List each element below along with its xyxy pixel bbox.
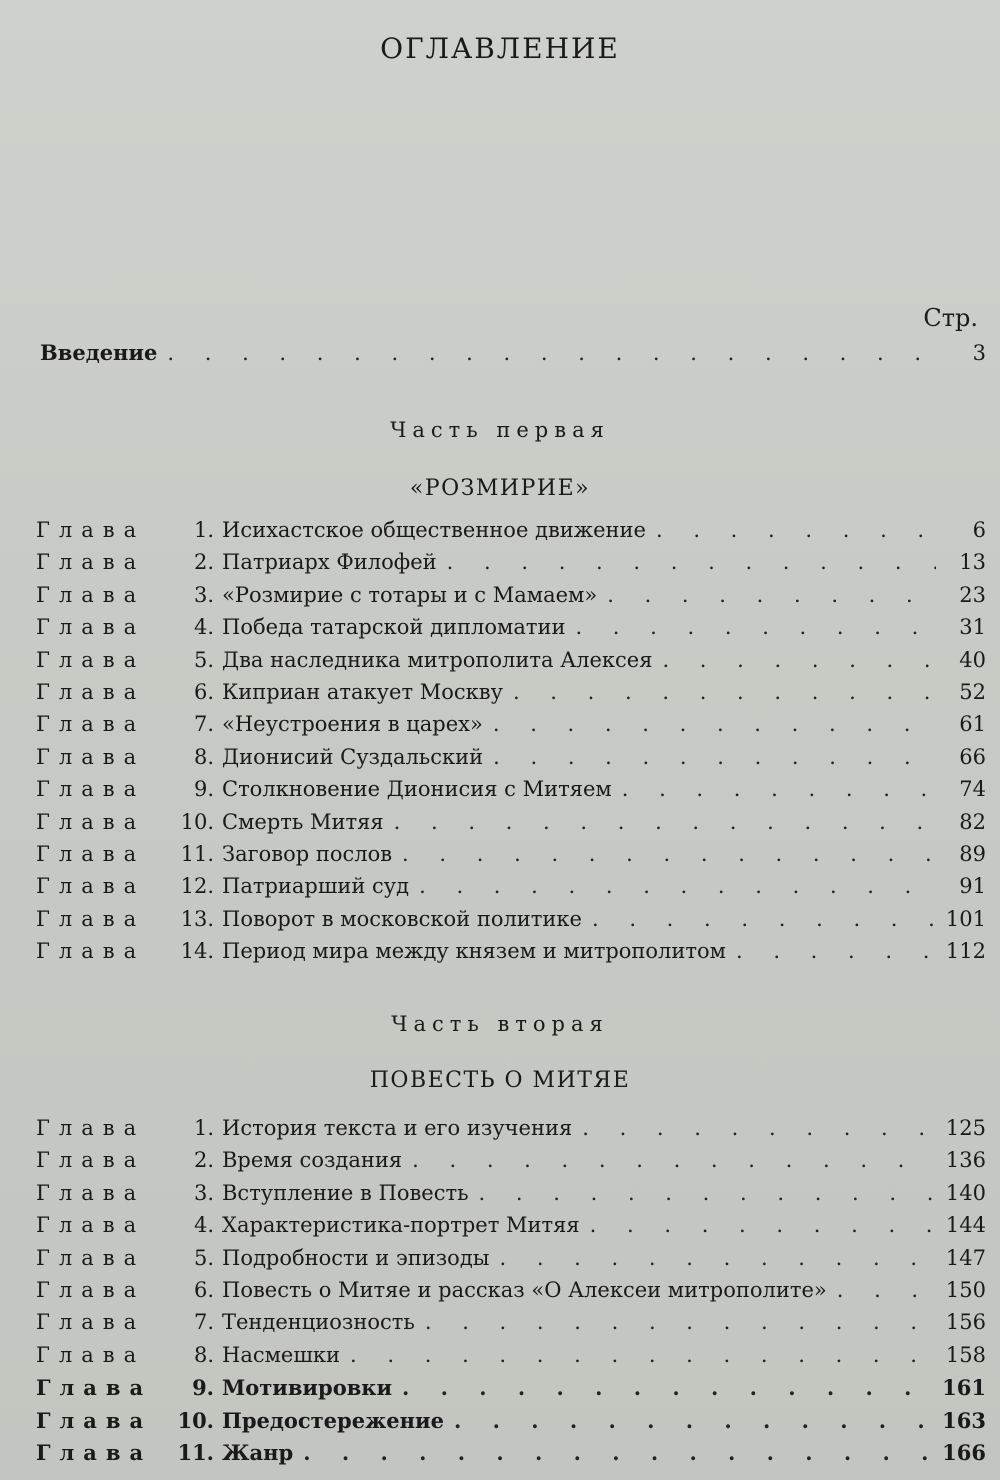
leader-dots <box>167 341 936 365</box>
chapter-page: 112 <box>945 939 986 964</box>
leader-dots <box>499 1246 935 1270</box>
chapter-number: 14. <box>180 939 214 964</box>
chapter-word: Глава <box>36 518 146 542</box>
toc-entry[interactable] <box>36 1278 986 1310</box>
leader-dots <box>607 583 936 607</box>
leader-dots <box>419 874 936 898</box>
chapter-title: Патриарх Филофей <box>222 550 437 575</box>
chapter-word: Глава <box>36 647 146 672</box>
chapter-number: 5. <box>193 647 214 672</box>
toc-entry[interactable] <box>36 712 986 744</box>
chapter-page: 140 <box>945 1180 986 1205</box>
chapter-title: Исихастское общественное движение <box>222 518 646 542</box>
chapter-title: Жанр <box>222 1440 294 1465</box>
chapter-word: Глава <box>36 1180 146 1205</box>
chapter-word: Глава <box>36 615 146 640</box>
page-title: ОГЛАВЛЕНИЕ <box>380 32 620 65</box>
chapter-title: Смерть Митяя <box>222 809 384 834</box>
chapter-title: Победа татарской дипломатии <box>222 615 566 640</box>
chapter-page: 158 <box>945 1342 986 1367</box>
chapter-page: 144 <box>945 1213 986 1238</box>
chapter-word: Глава <box>36 1213 146 1238</box>
toc-entry[interactable] <box>36 518 986 550</box>
chapter-word: Глава <box>36 550 146 575</box>
chapter-word: Глава <box>36 777 146 802</box>
chapter-title: Вступление в Повесть <box>222 1180 469 1205</box>
leader-dots <box>592 907 936 931</box>
chapter-title: Время создания <box>222 1148 403 1173</box>
chapter-number: 6. <box>193 680 214 704</box>
page-column-label: Стр. <box>923 304 978 332</box>
intro-label: Введение <box>40 340 158 365</box>
chapter-title: Насмешки <box>222 1342 341 1367</box>
chapter-number: 7. <box>193 1310 214 1335</box>
chapter-word: Глава <box>36 1148 146 1173</box>
part2-label: Часть вторая <box>391 1012 609 1036</box>
chapter-page: 136 <box>945 1148 986 1173</box>
chapter-title: Киприан атакует Москву <box>222 680 503 704</box>
chapter-page: 82 <box>959 809 986 834</box>
toc-entry[interactable] <box>36 583 986 615</box>
chapter-word: Глава <box>36 582 146 607</box>
chapter-word: Глава <box>36 939 146 964</box>
leader-dots <box>479 1181 936 1205</box>
chapter-title: «Розмирие с тотары и с Мамаем» <box>222 582 598 607</box>
leader-dots <box>402 1375 932 1400</box>
intro-page: 3 <box>972 341 986 365</box>
chapter-title: Столкновение Дионисия с Митяем <box>222 777 612 802</box>
leader-dots <box>412 1148 936 1172</box>
toc-entry[interactable] <box>36 1116 986 1148</box>
toc-entry[interactable] <box>36 842 986 874</box>
leader-dots <box>425 1310 936 1334</box>
chapter-page: 166 <box>942 1440 986 1465</box>
chapter-number: 10. <box>177 1407 214 1433</box>
chapter-number: 9. <box>192 1375 214 1401</box>
chapter-page: 13 <box>959 550 986 575</box>
chapter-word: Глава <box>36 744 146 769</box>
chapter-page: 66 <box>959 744 986 769</box>
toc-entry[interactable] <box>36 1440 986 1472</box>
chapter-word: Глава <box>36 1407 153 1433</box>
toc-entry[interactable] <box>36 1375 986 1407</box>
leader-dots <box>837 1278 936 1302</box>
part1-title: «РОЗМИРИЕ» <box>409 476 591 501</box>
chapter-page: 31 <box>959 615 986 640</box>
toc-entry[interactable] <box>36 907 986 939</box>
chapter-number: 3. <box>193 1180 214 1205</box>
chapter-word: Глава <box>36 809 146 834</box>
chapter-number: 12. <box>180 874 214 899</box>
chapter-title: Повесть о Митяе и рассказ «О Алексеи митрополите» <box>222 1278 827 1302</box>
toc-entry[interactable] <box>36 745 986 777</box>
leader-dots <box>493 745 936 769</box>
chapter-title: Тенденциозность <box>222 1310 415 1335</box>
chapter-number: 11. <box>177 1440 214 1465</box>
chapter-word: Глава <box>36 1116 146 1140</box>
toc-entry[interactable] <box>36 680 986 712</box>
chapter-title: Поворот в московской политике <box>222 906 582 931</box>
chapter-page: 23 <box>959 582 986 607</box>
chapter-page: 163 <box>942 1407 986 1433</box>
chapter-title: История текста и его изучения <box>222 1116 573 1140</box>
chapter-title: Мотивировки <box>222 1375 393 1401</box>
chapter-number: 7. <box>193 712 214 737</box>
chapter-page: 91 <box>959 874 986 899</box>
chapter-word: Глава <box>36 874 146 899</box>
chapter-word: Глава <box>36 1342 146 1367</box>
leader-dots <box>350 1343 936 1367</box>
leader-dots <box>575 615 936 639</box>
toc-entry[interactable] <box>36 777 986 809</box>
leader-dots <box>447 550 936 574</box>
leader-dots <box>736 939 936 963</box>
toc-entry[interactable] <box>36 1408 986 1440</box>
chapter-title: «Неустроения в царех» <box>222 712 483 737</box>
leader-dots <box>303 1440 932 1465</box>
chapter-word: Глава <box>36 1310 146 1335</box>
toc-entry[interactable] <box>36 648 986 680</box>
chapter-number: 9. <box>193 777 214 802</box>
chapter-number: 11. <box>180 842 214 866</box>
chapter-word: Глава <box>36 1278 146 1302</box>
chapter-number: 2. <box>193 550 214 575</box>
chapter-title: Период мира между князем и митрополитом <box>222 939 726 964</box>
leader-dots <box>622 777 936 801</box>
chapter-number: 6. <box>193 1278 214 1302</box>
toc-entry[interactable] <box>36 1310 986 1342</box>
chapter-title: Заговор послов <box>222 842 393 866</box>
chapter-page: 52 <box>959 680 986 704</box>
chapter-page: 161 <box>942 1375 986 1401</box>
chapter-word: Глава <box>36 1440 153 1465</box>
toc-entry[interactable] <box>36 1148 986 1180</box>
chapter-title: Характеристика-портрет Митяя <box>222 1213 580 1238</box>
toc-entry[interactable] <box>36 1246 986 1278</box>
chapter-number: 1. <box>193 1116 214 1140</box>
chapter-page: 61 <box>959 712 986 737</box>
toc-entry[interactable] <box>36 939 986 971</box>
toc-entry[interactable] <box>36 1181 986 1213</box>
chapter-number: 1. <box>193 518 214 542</box>
chapter-word: Глава <box>36 1245 146 1270</box>
toc-entry-intro[interactable] <box>40 340 986 372</box>
chapter-page: 89 <box>959 842 986 866</box>
leader-dots <box>493 712 936 736</box>
chapter-number: 2. <box>193 1148 214 1173</box>
chapter-number: 8. <box>193 744 214 769</box>
chapter-number: 10. <box>180 809 214 834</box>
chapter-number: 3. <box>193 582 214 607</box>
chapter-number: 4. <box>193 1213 214 1238</box>
chapter-page: 101 <box>945 906 986 931</box>
chapter-number: 4. <box>193 615 214 640</box>
part2-title: ПОВЕСТЬ О МИТЯЕ <box>369 1068 631 1093</box>
chapter-word: Глава <box>36 680 146 704</box>
chapter-title: Подробности и эпизоды <box>222 1245 490 1270</box>
chapter-page: 156 <box>945 1310 986 1335</box>
toc-entry[interactable] <box>36 1343 986 1375</box>
toc-entry[interactable] <box>36 615 986 647</box>
chapter-word: Глава <box>36 842 146 866</box>
chapter-page: 150 <box>945 1278 986 1302</box>
toc-entry[interactable] <box>36 1213 986 1245</box>
chapter-page: 6 <box>972 518 986 542</box>
part1-label: Часть первая <box>390 418 610 442</box>
chapter-page: 125 <box>945 1116 986 1140</box>
leader-dots <box>590 1213 936 1237</box>
chapter-number: 13. <box>180 906 214 931</box>
chapter-page: 147 <box>945 1245 986 1270</box>
chapter-title: Предостережение <box>222 1407 444 1433</box>
leader-dots <box>394 810 936 834</box>
chapter-word: Глава <box>36 906 146 931</box>
chapter-page: 40 <box>959 647 986 672</box>
chapter-number: 8. <box>193 1342 214 1367</box>
leader-dots <box>582 1116 936 1140</box>
leader-dots <box>454 1408 932 1433</box>
leader-dots <box>656 518 936 542</box>
chapter-title: Два наследника митрополита Алексея <box>222 647 653 672</box>
toc-entry[interactable] <box>36 550 986 582</box>
toc-entry[interactable] <box>36 874 986 906</box>
toc-entry[interactable] <box>36 810 986 842</box>
chapter-word: Глава <box>36 1375 153 1401</box>
chapter-page: 74 <box>959 777 986 802</box>
chapter-number: 5. <box>193 1245 214 1270</box>
chapter-title: Патриарший суд <box>222 874 410 899</box>
leader-dots <box>513 680 936 704</box>
chapter-title: Дионисий Суздальский <box>222 744 484 769</box>
leader-dots <box>402 842 936 866</box>
chapter-word: Глава <box>36 712 146 737</box>
leader-dots <box>662 648 936 672</box>
